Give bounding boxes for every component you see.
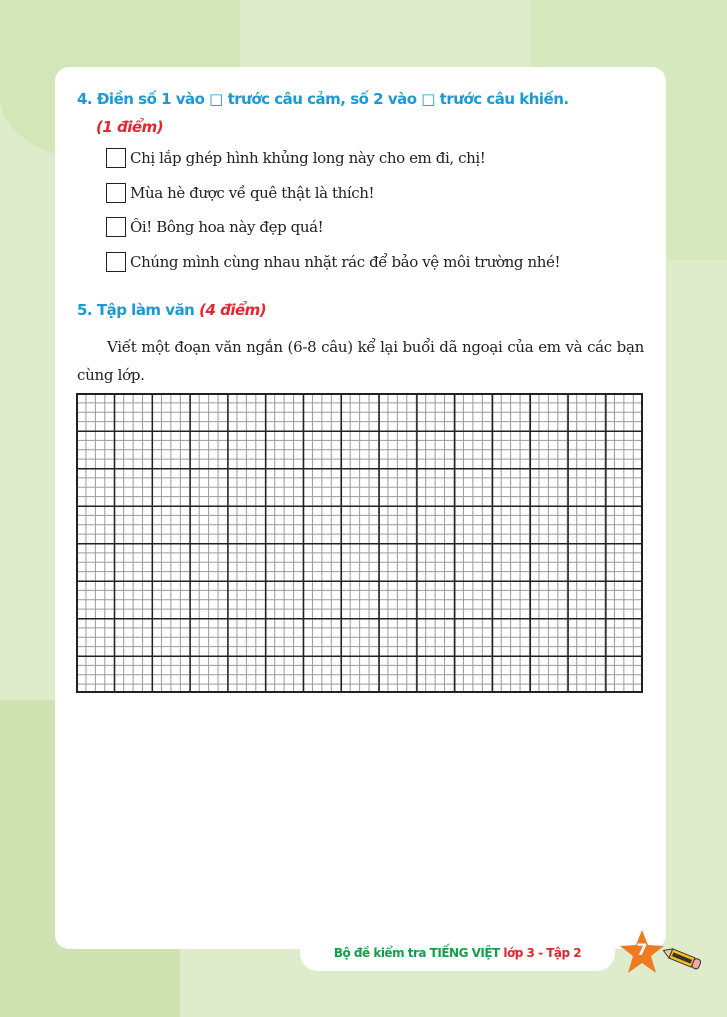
page-number: 7 <box>636 940 648 959</box>
item-text: Mùa hè được về quê thật là thích! <box>130 184 375 202</box>
answer-checkbox[interactable] <box>106 217 126 237</box>
item-text: Chúng mình cùng nhau nhặt rác để bảo vệ môi trường nhé! <box>130 253 561 271</box>
item-text: Chị lắp ghép hình khủng long này cho em đi, chị! <box>130 149 486 167</box>
footer-grade: lớp 3 - Tập 2 <box>503 946 582 960</box>
pencil-icon <box>660 944 705 972</box>
list-item <box>106 148 646 168</box>
answer-checkbox[interactable] <box>106 252 126 272</box>
footer-series: Bộ đề kiểm tra TIẾNG VIỆT <box>333 946 500 960</box>
list-item <box>106 252 646 272</box>
item-text: Ôi! Bông hoa này đẹp quá! <box>130 218 324 236</box>
list-item <box>106 183 646 203</box>
question-4-points: (1 điểm) <box>96 118 164 136</box>
question-5-points: (4 điểm) <box>199 301 267 319</box>
list-item <box>106 217 646 237</box>
answer-checkbox[interactable] <box>106 148 126 168</box>
question-5-prompt: Viết một đoạn văn ngắn (6-8 câu) kể lại buổi dã ngoại của em và các bạn cùng lớp. <box>77 338 644 384</box>
question-4-title: 4. Điền số 1 vào □ trước câu cảm, số 2 vào □ trước câu khiến. <box>77 90 569 108</box>
question-5-label: 5. Tập làm văn <box>77 301 195 319</box>
footer-banner <box>300 935 615 971</box>
writing-grid[interactable] <box>76 393 643 693</box>
question-5-title <box>77 301 644 319</box>
answer-checkbox[interactable] <box>106 183 126 203</box>
